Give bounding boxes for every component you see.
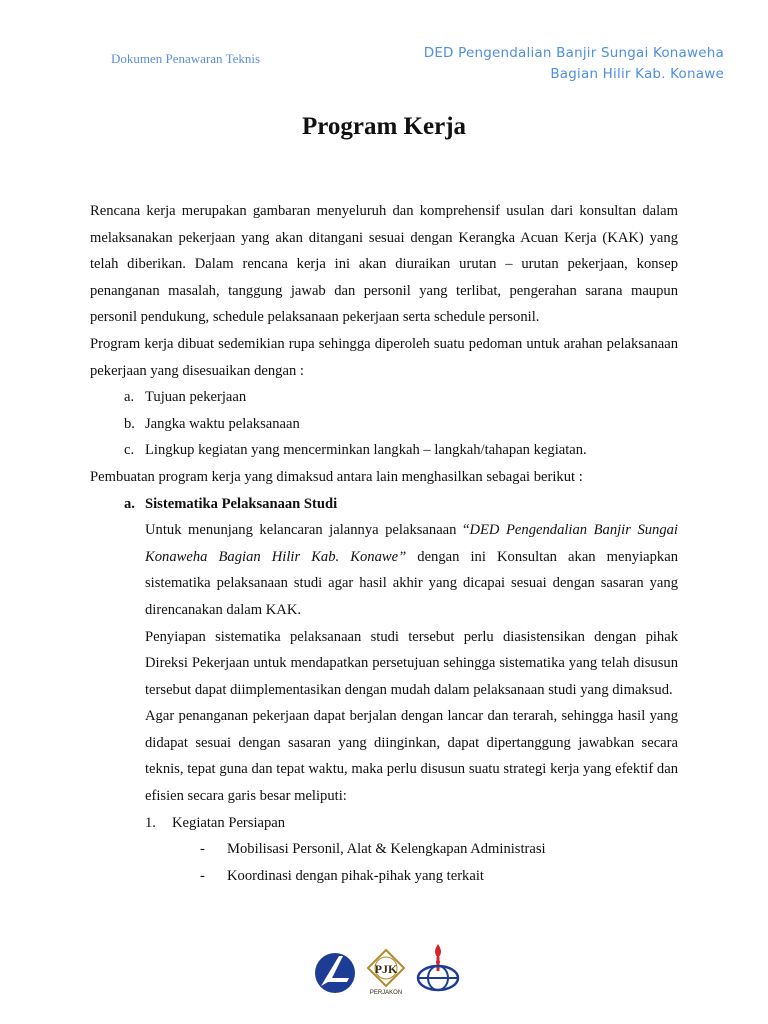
list-item-text: Lingkup kegiatan yang mencerminkan langkah – langkah/tahapan kegiatan. [145, 442, 587, 459]
header-project-line-1: DED Pengendalian Banjir Sungai Konaweha [423, 45, 724, 61]
dash-item-text: Mobilisasi Personil, Alat & Kelengkapan Administrasi [227, 841, 546, 858]
pjk-logo-text: PJK [374, 962, 398, 976]
scope-list [90, 384, 678, 464]
project-name-italic: DED Pengendalian Banjir Sungai Konaweha Bagian Hilir Kab. Konawe” [145, 522, 678, 565]
document-body [90, 198, 678, 889]
company-logo-icon [315, 953, 355, 993]
dash-marker: - [200, 841, 205, 858]
emblem-logo-icon [418, 944, 458, 990]
list-marker: a. [124, 389, 135, 406]
list-marker: b. [124, 415, 135, 432]
pjk-logo-caption: PERJAKON [369, 990, 403, 996]
list-item [124, 437, 678, 464]
footer-logo-group [312, 940, 472, 1000]
dash-item [200, 863, 678, 890]
footer-logos [312, 940, 472, 1000]
list-marker: c. [124, 442, 135, 459]
paragraph-intro: Rencana kerja merupakan gambaran menyeluruh dan komprehensif usulan dari konsultan dalam melaksanakan pekerjaan yang akan ditangani sesuai dengan Kerangka Acuan Kerja (KAK) yang telah diberikan. Dalam rencana kerja ini akan diuraikan urutan – urutan pekerjaan, konsep penanganan masalah, tanggung jawab dan personil yang terlibat, pengerahan sarana maupun personil pendukung, schedule pelaksanaan pekerjaan serta schedule personil. [90, 203, 678, 326]
page-title: Program Kerja [301, 113, 467, 140]
list-item [124, 411, 678, 438]
section-paragraph-3: Agar penanganan pekerjaan dapat berjalan dengan lancar dan terarah, sehingga hasil yang didapat sesuai dengan sasaran yang diinginkan, dapat dipertanggung jawabkan secara teknis, tepat guna dan tepat waktu, maka perlu disusun suatu strategi kerja yang efektif dan efisien secara garis besar meliputi: [145, 708, 678, 805]
section-marker: a. [124, 495, 135, 512]
paragraph-program: Program kerja dibuat sedemikian rupa sehingga diperoleh suatu pedoman untuk arahan pelaksanaan pekerjaan yang disesuaikan dengan : [90, 335, 678, 379]
numbered-item [145, 810, 678, 837]
header-doc-label: Dokumen Penawaran Teknis [111, 51, 261, 66]
section-heading-text: Sistematika Pelaksanaan Studi [145, 495, 338, 512]
section-paragraph-1-lead: Untuk menunjang kelancaran jalannya pelaksanaan “ [145, 522, 470, 539]
pjk-logo-icon [368, 950, 404, 996]
list-item-text: Tujuan pekerjaan [145, 389, 247, 406]
section-paragraph-2: Penyiapan sistematika pelaksanaan studi tersebut perlu diasistensikan dengan pihak Direksi Pekerjaan untuk mendapatkan persetujuan sehingga sistematika yang telah disusun tersebut dapat diimplementasikan dengan mudah dalam pelaksanaan studi yang dimaksud. [145, 628, 678, 698]
numbered-item-text: Kegiatan Persiapan [172, 814, 286, 831]
section-paragraph-1 [145, 517, 678, 623]
numbered-marker: 1. [145, 814, 156, 831]
list-item [124, 384, 678, 411]
section-heading [90, 491, 678, 518]
section-paragraph-1-tail: dengan ini Konsultan akan menyiapkan sistematika pelaksanaan studi agar hasil akhir yang dicapai sesuai dengan sasaran yang direncanakan dalam KAK. [145, 548, 678, 618]
paragraph-output: Pembuatan program kerja yang dimaksud antara lain menghasilkan sebagai berikut : [90, 468, 583, 485]
dash-marker: - [200, 867, 205, 884]
dash-item-text: Koordinasi dengan pihak-pihak yang terkait [227, 867, 484, 884]
header-project-line-2: Bagian Hilir Kab. Konawe [550, 66, 724, 82]
activity-list [145, 836, 678, 889]
dash-item [200, 836, 678, 863]
section-body [90, 517, 678, 889]
header-project-title [424, 43, 724, 85]
list-item-text: Jangka waktu pelaksanaan [145, 415, 300, 432]
